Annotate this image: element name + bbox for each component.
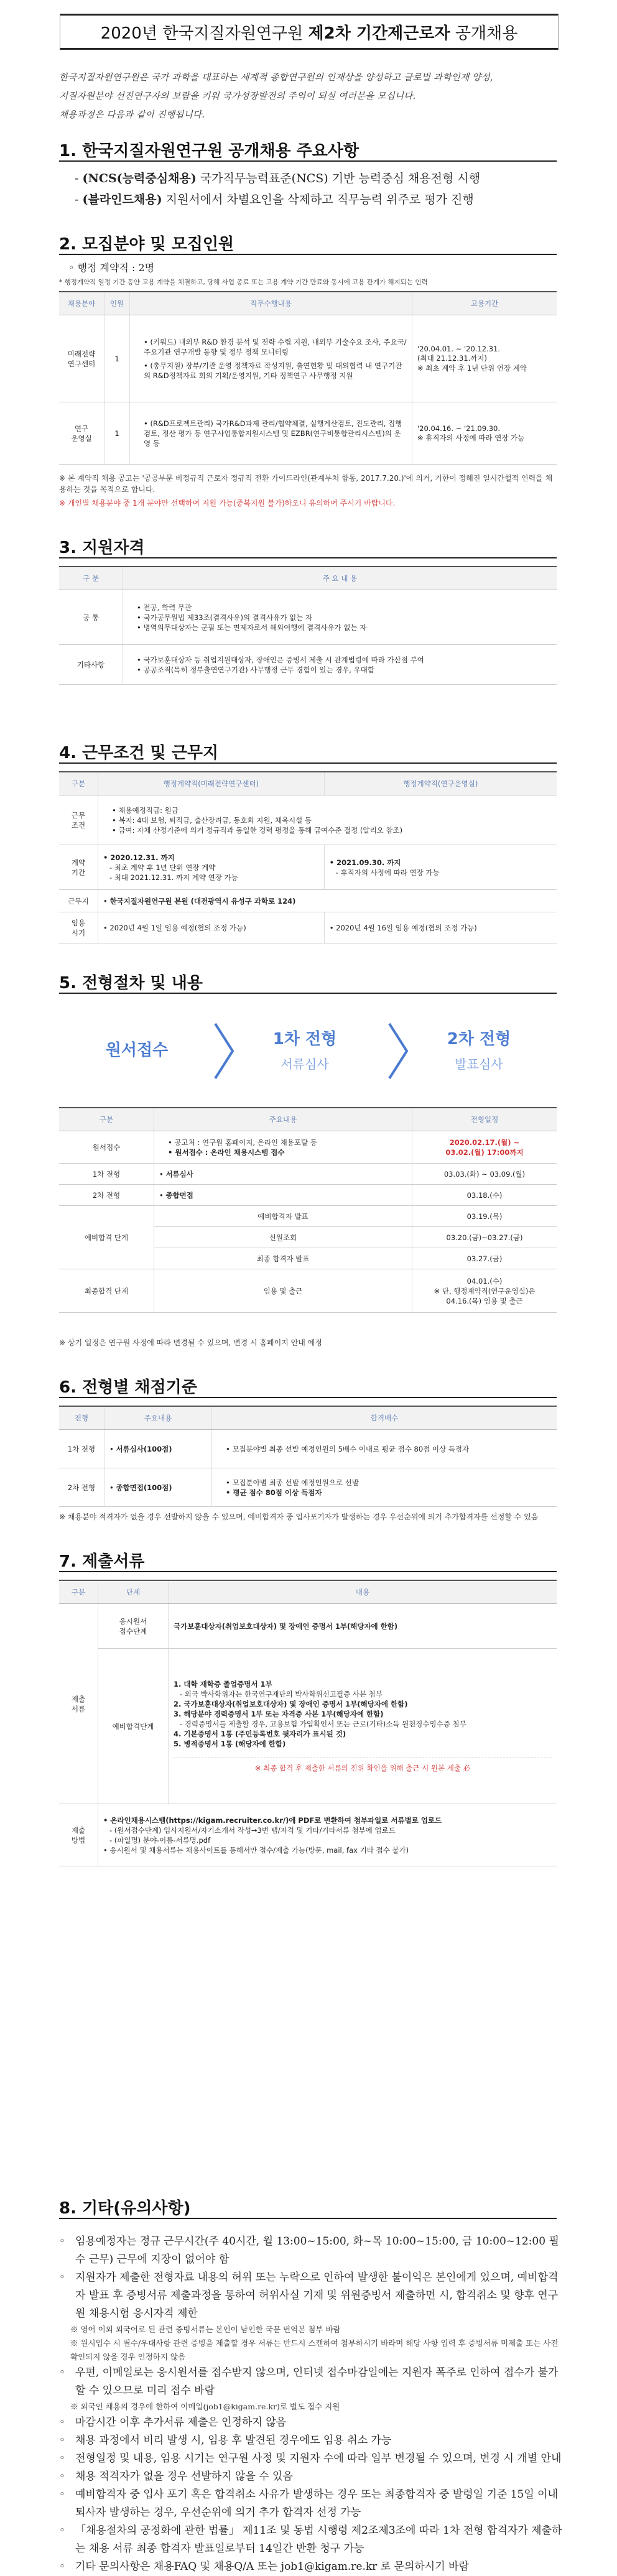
stage-date: 03.18.(수): [412, 1185, 557, 1206]
stage-content: 최종 합격자 발표: [154, 1248, 412, 1269]
notice-item: ◦ 채용 적격자가 없을 경우 선발하지 않을 수 있음: [59, 2470, 293, 2483]
notice-item: ◦ 전형일정 및 내용, 임용 시기는 연구원 사정 및 지원자 수에 따라 일부 변경될 수 있으며, 변경 시 개별 안내: [59, 2452, 562, 2465]
flow-step: 2차 전형 발표심사: [447, 1030, 511, 1072]
th: 합격배수: [212, 1406, 557, 1430]
flow-step: 1차 전형 서류심사: [272, 1030, 337, 1072]
notice-subitem: ※ 외국인 채용의 경우에 한하여 이메일(job1@kigam.re.kr)로 별도 접수 지원: [70, 2402, 340, 2411]
stage-content: 예비합격자 발표: [154, 1206, 412, 1227]
stage-label: 1차 전형: [59, 1164, 154, 1185]
notice-item: ◦ 채용 과정에서 비리 발생 시, 임용 후 발견된 경우에도 임용 취소 가능: [59, 2434, 392, 2447]
section-divider: [59, 160, 557, 162]
notice-item: ◦ 마감시간 이후 추가서류 제출은 인정하지 않음: [59, 2416, 287, 2429]
s1-item: - (블라인드채용) 지원서에서 차별요인을 삭제하고 직무능력 위주로 평가 진행: [75, 193, 474, 206]
doc-note: ※ 최종 합격 후 제출한 서류의 진위 확인을 위해 출근 시 원본 제출 必: [174, 1758, 552, 1773]
title-prefix: 2020년 한국지질자원연구원: [100, 24, 304, 43]
th: 행정계약직(연구운영실): [324, 772, 557, 795]
place-label: 근무지: [59, 890, 98, 912]
s2-line: ◦ 행정 계약직 : 2명: [68, 262, 155, 274]
section-4-title: 4. 근무조건 및 근무지: [59, 744, 219, 762]
exam-content: • 서류심사(100점): [104, 1430, 212, 1468]
stage-date: 03.27.(금): [412, 1248, 557, 1269]
doc-stage: 응시원서 접수단계: [98, 1604, 169, 1649]
section-divider: [59, 993, 557, 994]
duties-cell: [130, 402, 412, 465]
th: 채용분야: [59, 292, 104, 315]
stage-date: 03.20.(금)~03.27.(금): [412, 1227, 557, 1248]
duty: • (키워드) 내외부 R&D 환경 분석 및 전략 수립 지원, 내외부 기술수요 조사, 주요국/주요기관 연구개발 동향 및 정부 정책 모니터링: [144, 337, 407, 357]
count-cell: 1: [104, 315, 130, 402]
duty: • (R&D프로젝트관리) 국가R&D과제 관리/협약체결, 실행계산검토, 진도관리, 집행 검토, 정산 평가 등 연구사업통합지원시스템 및 EZBR(연구비통합관리시스템)의 운영 등: [144, 419, 407, 448]
th: 인원: [104, 292, 130, 315]
s1-item: - (NCS(능력중심채용) 국가직무능력표준(NCS) 기반 능력중심 채용전형 시행: [75, 172, 481, 185]
section-divider: [59, 762, 557, 764]
qualification-table: [59, 566, 557, 685]
intro-line: 채용과정은 다음과 같이 진행됩니다.: [59, 110, 205, 120]
th: 전형일정: [412, 1108, 557, 1131]
qual-key: 공 통: [59, 590, 123, 645]
s2-note: * 행정계약직 일정 기간 동안 고용 계약을 체결하고, 당해 사업 종료 또는 고용 계약 기간 만료와 동시에 고용 관계가 해지되는 인력: [59, 279, 428, 286]
duty: • (총무지원) 장부/기관 운영 정책자료 작성지원, 출연현황 및 대외협력 내 연구기관의 R&D정책자료 회의 기획/운영지원, 기타 정책연구 사무행정 지원: [144, 361, 407, 381]
flow-step: 원서접수: [105, 1041, 169, 1060]
section-2-title: 2. 모집분야 및 모집인원: [59, 235, 234, 254]
th: 전형: [59, 1406, 104, 1430]
stage-content: • 공고처 : 연구원 홈페이지, 온라인 채용포탈 등 • 원서접수 : 온라인 채용시스템 접수: [154, 1131, 412, 1164]
th: 행정계약직(미래전략연구센터): [98, 772, 325, 795]
qual-item: • 국가보훈대상자 등 취업지원대상자, 장애인은 증빙서 제출 시 관계법령에 따라 가산점 부여: [137, 655, 552, 665]
th: 구분: [59, 1580, 98, 1604]
section-1-title: 1. 한국지질자원연구원 공개채용 주요사항: [59, 142, 360, 160]
stage-label: 원서접수: [59, 1131, 154, 1164]
qual-values: [123, 645, 557, 685]
th: 고용기간: [412, 292, 557, 315]
schedule-table: [59, 1107, 557, 1313]
s6-note: ※ 채용분야 적격자가 없을 경우 선발하지 않을 수 있으며, 예비합격자 중 입사포기자가 발생하는 경우 우선순위에 의거 추가합격자를 선정할 수 있음: [59, 1513, 539, 1521]
exam-label: 1차 전형: [59, 1430, 104, 1468]
stage-date: 2020.02.17.(월) ~ 03.02.(월) 17:00까지: [412, 1131, 557, 1164]
notice-item: ◦ 지원자가 제출한 전형자료 내용의 허위 또는 누락으로 인하여 발생한 불이익은 본인에게 있으며, 예비합격자 발표 후 증빙서류 제출과정을 통하여 허위사실 기재 및 위원증빙서 제출하면 시, 합격취소 및 향후 연구원 채용시험 응시자격 제한: [59, 2271, 559, 2320]
section-7-title: 7. 제출서류: [59, 1552, 145, 1571]
notice-item: ◦ 예비합격자 중 입사 포기 혹은 합격취소 사유가 발생하는 경우 또는 최종합격자 중 발령일 기준 15일 이내 퇴사자 발생하는 경우, 우선순위에 의거 추가 합격자 선정 가능: [59, 2488, 558, 2519]
doc-group: 제출 방법: [59, 1804, 98, 1866]
stage-label: 최종합격 단계: [59, 1269, 154, 1313]
th: 주 요 내 용: [123, 567, 557, 590]
stage-label: 2차 전형: [59, 1185, 154, 1206]
period-label: 계약 기간: [59, 845, 98, 890]
section-divider: [59, 254, 557, 255]
s2-note-2: ※ 개인별 채용분야 중 1개 분야만 선택하여 지원 가능(중복지원 불가)하오니 유의하여 주시기 바랍니다.: [59, 499, 396, 507]
intro-line: 지질자원분야 선진연구자의 보람을 키워 국가성장발전의 주역이 되실 여러분을 모십니다.: [59, 91, 416, 101]
stage-date: 03.03.(화) ~ 03.09.(월): [412, 1164, 557, 1185]
notice-list: [59, 2233, 563, 2576]
announcement-title: [60, 14, 559, 50]
chevron-right-icon: [386, 1020, 411, 1082]
qual-values: [123, 590, 557, 645]
th: 주요내용: [104, 1406, 212, 1430]
cond-item: • 급여: 자체 산정기준에 의거 정규직과 동일한 경력 평정을 통해 급여수준 결정 (알리오 참조): [112, 825, 552, 835]
stage-date: 03.19.(목): [412, 1206, 557, 1227]
doc-content: 1. 대학 재학증 졸업증명서 1부 - 외국 박사학위자는 한국연구재단의 박사학위신고필증 사본 첨부 2. 국가보훈대상자(취업보호대상자) 및 장애인 증명서 1부(해당자에 한함) 3. 해당분야 경력증명서 1부 또는 자격증 사본 1부(해당자에 한함) - 경력증명서를 제출할 경우, 고용보험 가입확인서 또는 근로(기타)소득 원천징수영수증 첨부 4. 기본증명서 1통 (주민등록번호 뒷자리가 표시된 것) 5. 병적증명서 1통 (해당자에 한함) ※ 최종 합격 후 제출한 서류의 진위 확인을 위해 출근 시 원본 제출 必: [169, 1649, 557, 1804]
notice-item: ◦ 우편, 이메일로는 응시원서를 접수받지 않으며, 인터넷 접수마감일에는 지원자 폭주로 인하여 접수가 불가할 수 있으므로 미리 접수 바람: [59, 2366, 559, 2397]
notice-subitem: ※ 영어 이외 외국어로 된 관련 증빙서류는 본인이 남인한 국문 번역본 첨부 바람: [70, 2325, 341, 2334]
th: 구 분: [59, 567, 123, 590]
section-8-title: 8. 기타(유의사항): [59, 2199, 191, 2218]
intro-line: 한국지질자원연구원은 국가 과학을 대표하는 세계적 종합연구원의 인재상을 양성하고 글로벌 과학인재 양성,: [59, 73, 493, 83]
scoring-table: [59, 1406, 557, 1507]
period-a: • 2020.12.31. 까지 - 최초 계약 후 1년 단위 연장 계약 - 최대 2021.12.31. 까지 계약 연장 가능: [98, 845, 325, 890]
th: 직무수행내용: [130, 292, 412, 315]
period-cell: '20.04.01. ~ '20.12.31. (최대 21.12.31.까지) ※ 최초 계약 후 1년 단위 연장 계약: [412, 315, 557, 402]
stage-content: 신원조회: [154, 1227, 412, 1248]
notice-item: ◦ 임용예정자는 정규 근무시간(주 40시간, 월 13:00~15:00, 화~목 10:00~15:00, 금 10:00~12:00 필수 근무) 근무에 지장이 없어야 함: [59, 2235, 559, 2266]
stage-content: • 서류심사: [154, 1164, 412, 1185]
doc-method: • 온라인채용시스템(https://kigam.recruiter.co.kr/)에 PDF로 변환하여 첨부파일로 서류별로 업로드 - (원서접수단계) 입사지원서/자기소개서 작성→3번 탭/자격 및 기타/기타서류 첨부에 업로드 - (파일명) 분야-이름-서류명.pdf • 응시원서 및 채용서류는 채용사이트를 통해서만 접수/제출 가능(방문, mail, fax 기타 접수 불가): [98, 1804, 557, 1866]
qual-item: • 병역의무대상자는 군필 또는 면제자로서 해외여행에 결격사유가 없는 자: [137, 623, 552, 632]
section-divider: [59, 1571, 557, 1572]
notice-subitem: ※ 원시입수 시 필수/우대사항 관련 증빙을 제출할 경우 서류는 반드시 스캔하여 첨부하시기 바라며 해당 사항 입력 후 증빙서류 미제출 또는 사전 확인되지 않을 경우 인정하지 않음: [70, 2338, 559, 2361]
notice-item: ◦ 「채용절차의 공정화에 관한 법률」 제11조 및 동법 시행령 제2조제3조에 따라 1차 전형 합격자가 제출하는 채용 서류 최종 합격자 발표일로부터 14일간 반환 청구 가능: [59, 2524, 562, 2555]
count-cell: 1: [104, 402, 130, 465]
doc-stage: 예비합격단계: [98, 1649, 169, 1804]
chevron-right-icon: [211, 1020, 236, 1082]
qual-key: 기타사항: [59, 645, 123, 685]
s5-note: ※ 상기 일정은 연구원 사정에 따라 변경될 수 있으며, 변경 시 홈페이지 안내 예정: [59, 1338, 322, 1347]
th: 구분: [59, 1108, 154, 1131]
period-b: • 2021.09.30. 까지 - 휴직자의 사정에 따라 연장 가능: [324, 845, 557, 890]
notice-item: ◦ 기타 문의사항은 채용FAQ 및 채용Q/A 또는 job1@kigam.re.kr 로 문의하시기 바람: [59, 2560, 469, 2573]
section-3-title: 3. 지원자격: [59, 539, 145, 557]
title-bold: 제2차 기간제근로자: [308, 24, 450, 43]
th: 구분: [59, 772, 98, 795]
start-b: • 2020년 4월 16일 임용 예정(협의 조정 가능): [324, 912, 557, 943]
th: 주요내용: [154, 1108, 412, 1131]
qual-item: • 국가공무원법 제33조(결격사유)의 결격사유가 없는 자: [137, 613, 552, 623]
th: 단계: [98, 1580, 169, 1604]
doc-content: 국가보훈대상자(취업보호대상자) 및 장애인 증명서 1부(해당자에 한함): [169, 1604, 557, 1649]
process-flow: [59, 1020, 557, 1082]
cond-label: 근무 조건: [59, 795, 98, 845]
qual-item: • 공공조직(특히 정부출연연구기관) 사무행정 근무 경험이 있는 경우, 우대함: [137, 665, 552, 675]
stage-date: 04.01.(수) ※ 단, 행정계약직(연구운영실)은 04.16.(목) 임용 및 출근: [412, 1269, 557, 1313]
cond-item: • 채용예정직급: 원급: [112, 805, 552, 815]
section-5-title: 5. 전형절차 및 내용: [59, 974, 203, 993]
title-suffix: 공개채용: [455, 24, 518, 43]
start-a: • 2020년 4월 1일 임용 예정(협의 조정 가능): [98, 912, 325, 943]
doc-group: 제출 서류: [59, 1604, 98, 1804]
th: 내용: [169, 1580, 557, 1604]
stage-label: 예비합격 단계: [59, 1206, 154, 1269]
section-divider: [59, 557, 557, 558]
cond-cell: [98, 795, 557, 845]
field-cell: 연구 운영실: [59, 402, 104, 465]
exam-label: 2차 전형: [59, 1468, 104, 1507]
exam-content: • 종합면접(100점): [104, 1468, 212, 1507]
cond-item: • 복지: 4대 보험, 퇴직금, 출산장려금, 동호회 지원, 체육시설 등: [112, 815, 552, 825]
s2-note-1: ※ 본 계약직 채용 공고는 '공공부문 비정규직 근로자 정규직 전환 가이드라인(관계부처 합동, 2017.7.20.)'에 의거, 기한이 정해진 일시간헐적 인력을 채용하는 것을 목적으로 합니다.: [59, 474, 553, 494]
exam-pass: • 모집분야별 최종 선발 예정인원의 5배수 이내로 평균 점수 80점 이상 득점자: [212, 1430, 557, 1468]
place-cell: • 한국지질자원연구원 본원 (대전광역시 유성구 과학로 124): [98, 890, 557, 912]
documents-table: [59, 1580, 557, 1866]
work-conditions-table: [59, 771, 557, 943]
recruitment-table: [59, 291, 557, 465]
intro-text: [59, 68, 557, 124]
qual-item: • 전공, 학력 무관: [137, 603, 552, 613]
section-divider: [59, 2218, 557, 2219]
section-6-title: 6. 전형별 채점기준: [59, 1378, 197, 1397]
exam-pass: • 모집분야별 최종 선발 예정인원으로 선발 • 평균 점수 80점 이상 득점자: [212, 1468, 557, 1507]
duties-cell: [130, 315, 412, 402]
start-label: 임용 시기: [59, 912, 98, 943]
field-cell: 미래전략 연구센터: [59, 315, 104, 402]
section-divider: [59, 1397, 557, 1398]
period-cell: '20.04.16. ~ '21.09.30. ※ 휴직자의 사정에 따라 연장 가능: [412, 402, 557, 465]
stage-content: 임용 및 출근: [154, 1269, 412, 1313]
stage-content: • 종합면접: [154, 1185, 412, 1206]
